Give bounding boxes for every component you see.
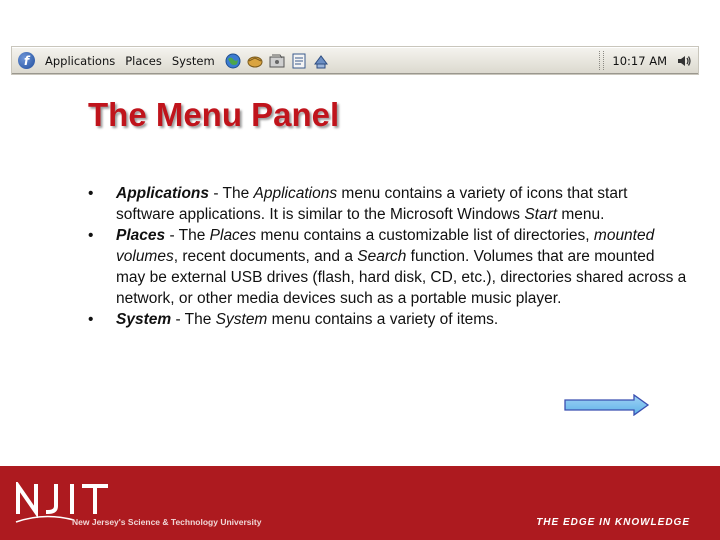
clock[interactable]: 10:17 AM bbox=[612, 53, 667, 68]
bullet-term: System bbox=[116, 311, 172, 328]
bullet-term-inline: System bbox=[215, 311, 268, 328]
bullet-list bbox=[88, 183, 688, 330]
bullet-sep: - The bbox=[171, 311, 216, 328]
fedora-logo-icon[interactable]: f bbox=[18, 52, 35, 69]
bullet-places bbox=[88, 225, 688, 309]
bullet-term: Applications bbox=[116, 185, 210, 202]
footer-banner bbox=[0, 466, 720, 540]
email-icon[interactable] bbox=[246, 52, 264, 70]
bullet-system bbox=[88, 309, 688, 330]
bullet-desc-tail: menu. bbox=[557, 206, 605, 223]
slide-title: The Menu Panel bbox=[88, 96, 340, 133]
bullet-desc-tail: function. Volumes that are mounted may be external USB drives (flash, hard disk, CD, etc.), directories shared across a network, or other media devices such as a portable music player. bbox=[116, 248, 687, 307]
bullet-desc: menu contains a variety of items. bbox=[267, 311, 499, 328]
launcher-group bbox=[224, 52, 334, 70]
bullet-desc: menu contains a variety of icons that start software applications. It is similar to the Microsoft Windows bbox=[116, 185, 628, 223]
web-browser-icon[interactable] bbox=[224, 52, 242, 70]
places-menu[interactable]: Places bbox=[125, 53, 162, 68]
panel-grip[interactable] bbox=[599, 51, 604, 70]
university-name: New Jersey's Science & Technology University bbox=[72, 517, 262, 527]
next-slide-arrow-icon[interactable] bbox=[564, 394, 650, 416]
bullet-term-inline: Places bbox=[209, 227, 257, 244]
network-icon[interactable] bbox=[312, 52, 330, 70]
bullet-desc-em2: Search bbox=[357, 248, 407, 265]
text-editor-icon[interactable] bbox=[290, 52, 308, 70]
volume-icon[interactable] bbox=[676, 53, 692, 69]
gnome-top-panel bbox=[12, 47, 698, 74]
bullet-desc-mid: , recent documents, and a bbox=[173, 248, 358, 265]
bullet-desc-em: mounted volumes bbox=[116, 227, 655, 265]
applications-menu[interactable]: Applications bbox=[45, 53, 116, 68]
bullet-sep: - The bbox=[209, 185, 254, 202]
footer-tagline: THE EDGE IN KNOWLEDGE bbox=[536, 517, 690, 528]
bullet-desc: menu contains a customizable list of directories, bbox=[256, 227, 594, 244]
bullet-sep: - The bbox=[165, 227, 210, 244]
file-manager-icon[interactable] bbox=[268, 52, 286, 70]
bullet-applications bbox=[88, 183, 688, 225]
system-menu[interactable]: System bbox=[171, 53, 215, 68]
bullet-term-inline: Applications bbox=[253, 185, 338, 202]
bullet-desc-em: Start bbox=[524, 206, 558, 223]
bullet-term: Places bbox=[116, 227, 166, 244]
